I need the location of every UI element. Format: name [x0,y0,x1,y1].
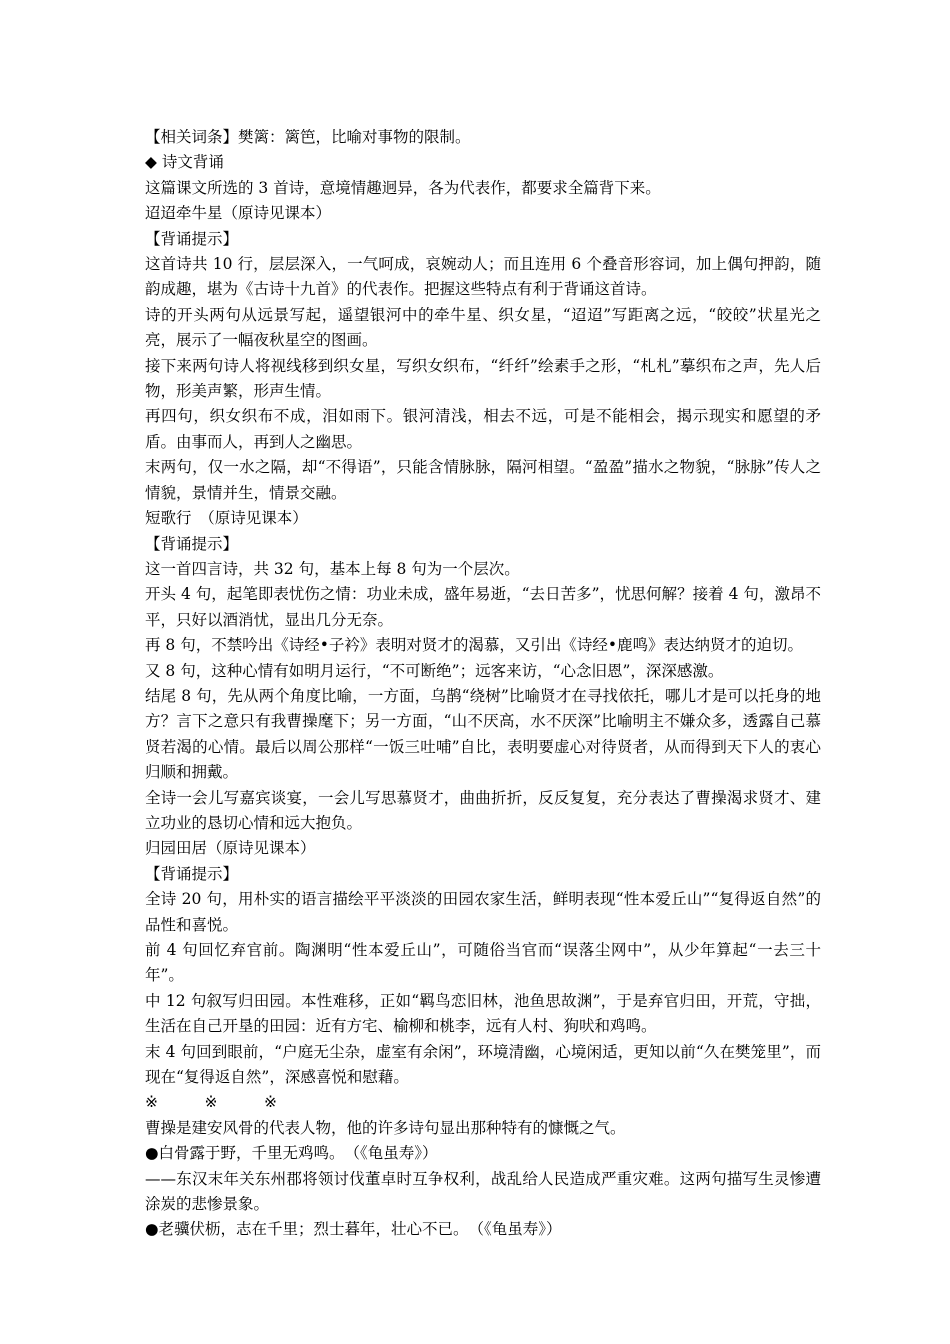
paragraph: 再四句，织女织布不成，泪如雨下。银河清浅，相去不远，可是不能相会，揭示现实和愿望的矛盾。由事而人，再到人之幽思。 [145,407,821,451]
paragraph: 接下来两句诗人将视线移到织女星，写织女织布，“纤纤”绘素手之形，“札札”摹织布之声，先人后物，形美声繁，形声生情。 [145,356,821,401]
quote-line: ●白骨露于野，千里无鸡鸣。 （《龟虽寿》） [145,1144,438,1163]
poem-title-guiyuantianju: 归园田居（原诗见课本） [145,839,316,858]
paragraph: 前 4 句回忆弃官前。陶渊明“性本爱丘山”，可随俗当官而“误落尘网中”，从少年算起“一去三十年”。 [145,941,821,985]
paragraph: ——东汉末年关东州郡将领讨伐董卓时互争权利，战乱给人民造成严重灾难。这两句描写生灵惨遭涂炭的悲惨景象。 [145,1169,821,1214]
paragraph: 中 12 句叙写归田园。本性难移，正如“羁鸟恋旧林，池鱼思故渊”，于是弃官归田，开荒，守拙，生活在自己开垦的田园：近有方宅、榆柳和桃李，远有人村、狗吠和鸡鸣。 [145,991,821,1036]
document-body [145,125,821,1243]
paragraph: 再 8 句，不禁吟出《诗经•子衿》表明对贤才的渴慕，又引出《诗经•鹿鸣》表达纳贤才的迫切。 [145,636,804,655]
paragraph: 又 8 句，这种心情有如明月运行，“不可断绝”；远客来访，“心念旧恩”，深深感激。 [145,661,724,680]
paragraph: 开头 4 句，起笔即表忧伤之情：功业未成，盛年易逝，“去日苦多”，忧思何解？接着 4 句，激昂不平，只好以酒消忧，显出几分无奈。 [145,585,821,629]
quote-line: ●老骥伏枥，志在千里；烈士暮年，壮心不已。 （《龟虽寿》） [145,1220,562,1239]
paragraph: 结尾 8 句，先从两个角度比喻，一方面，乌鹊“绕树”比喻贤才在寻找依托，哪儿才是可以托身的地方？言下之意只有我曹操麾下；另一方面，“山不厌高，水不厌深”比喻明主不嫌众多，透露自己慕贤若渴的心情。最后以周公那样“一饭三吐哺”自比，表明要虚心对待贤者，从而得到天下人的衷心归顺和拥戴。 [145,686,821,782]
paragraph: 诗的开头两句从远景写起，遥望银河中的牵牛星、织女星，“迢迢”写距离之远，“皎皎”状星光之亮，展示了一幅夜秋星空的图画。 [145,305,821,350]
poem-title-duangexing: 短歌行 （原诗见课本） [145,509,308,528]
paragraph: 曹操是建安风骨的代表人物，他的许多诗句显出那种特有的慷慨之气。 [145,1118,626,1137]
section-heading-recitation: ◆ 诗文背诵 [145,153,224,172]
paragraph: 全诗 20 句，用朴实的语言描绘平平淡淡的田园农家生活，鲜明表现“性本爱丘山”“复得返自然”的品性和喜悦。 [145,890,821,934]
paragraph: 这篇课文所选的 3 首诗，意境情趣迥异，各为代表作，都要求全篇背下来。 [145,178,661,197]
related-entry-line: 【相关词条】樊篱：篱笆，比喻对事物的限制。 [145,128,471,146]
poem-title-tiaotiao: 迢迢牵牛星（原诗见课本） [145,204,332,223]
paragraph: 末 4 句回到眼前，“户庭无尘杂，虚室有余闲”，环境清幽，心境闲适，更知以前“久在樊笼里”，而现在“复得返自然”，深感喜悦和慰藉。 [145,1042,821,1087]
recitation-tip-heading: 【背诵提示】 [145,534,239,553]
paragraph: 这首诗共 10 行，层层深入，一气呵成，哀婉动人；而且连用 6 个叠音形容词，加上偶句押韵，随韵成趣，堪为《古诗十九首》的代表作。把握这些特点有利于背诵这首诗。 [145,255,821,299]
recitation-tip-heading: 【背诵提示】 [145,864,239,883]
paragraph: 这一首四言诗，共 32 句，基本上每 8 句为一个层次。 [145,559,520,578]
paragraph: 末两句，仅一水之隔，却“不得语”，只能含情脉脉，隔河相望。“盈盈”描水之物貌，“脉脉”传人之情貌，景情并生，情景交融。 [145,458,821,502]
recitation-tip-heading: 【背诵提示】 [145,229,239,248]
paragraph: 全诗一会儿写嘉宾谈宴，一会儿写思慕贤才，曲曲折折，反反复复，充分表达了曹操渴求贤才、建立功业的恳切心情和远大抱负。 [145,788,821,832]
section-divider: ※ ※ ※ [145,1093,277,1112]
